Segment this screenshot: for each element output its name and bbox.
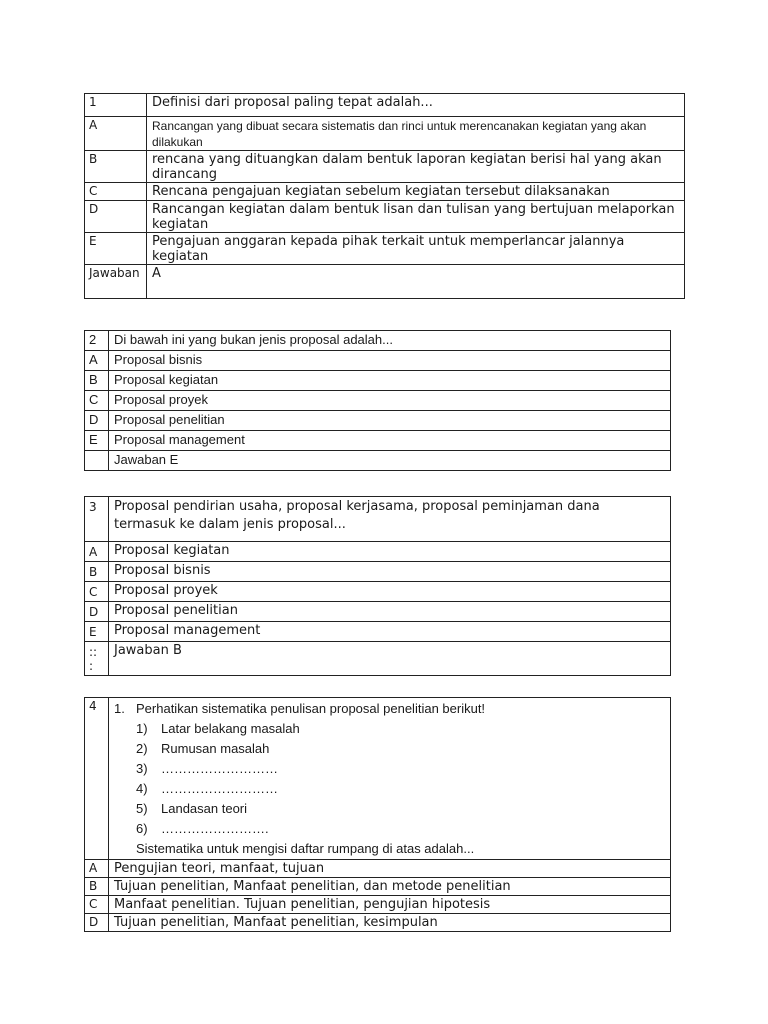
option-text: Proposal management: [109, 431, 671, 451]
question-intro-line: [114, 699, 665, 719]
list-item-text: ………………………: [161, 761, 278, 776]
answer-value: Jawaban B: [109, 642, 671, 676]
option-key: C: [85, 391, 109, 411]
option-key: B: [85, 562, 109, 582]
question-row: [85, 698, 671, 860]
option-key: D: [85, 602, 109, 622]
question-prompt: Sistematika untuk mengisi daftar rumpang di atas adalah...: [136, 841, 475, 856]
option-key: E: [85, 622, 109, 642]
option-text: Proposal proyek: [109, 391, 671, 411]
option-key: C: [85, 183, 147, 201]
option-key: A: [85, 860, 109, 878]
option-text: Tujuan penelitian, Manfaat penelitian, kesimpulan: [109, 914, 671, 932]
option-text: Rencana pengajuan kegiatan sebelum kegiatan tersebut dilaksanakan: [147, 183, 685, 201]
answer-row: [85, 265, 685, 299]
option-text: Proposal kegiatan: [109, 542, 671, 562]
option-text: Proposal bisnis: [109, 351, 671, 371]
option-row: [85, 622, 671, 642]
answer-key-marker: :: :: [85, 642, 109, 676]
option-text: Proposal management: [109, 622, 671, 642]
option-key: A: [85, 351, 109, 371]
question-body: [109, 698, 671, 860]
list-item-text: …………………….: [161, 821, 269, 836]
question-2-table: [84, 330, 671, 471]
option-text: Proposal bisnis: [109, 562, 671, 582]
option-text: Proposal penelitian: [109, 602, 671, 622]
list-item: [114, 719, 665, 739]
option-key: D: [85, 914, 109, 932]
option-key: A: [85, 117, 147, 151]
option-key: C: [85, 896, 109, 914]
option-row: [85, 431, 671, 451]
answer-row: [85, 451, 671, 471]
list-item: [114, 759, 665, 779]
list-item: [114, 819, 665, 839]
list-item-number: 2): [136, 741, 148, 756]
option-row: [85, 562, 671, 582]
answer-key-cell: [85, 451, 109, 471]
question-intro: Perhatikan sistematika penulisan proposal penelitian berikut!: [136, 701, 486, 716]
option-key: B: [85, 878, 109, 896]
option-key: A: [85, 542, 109, 562]
list-item-number: 4): [136, 781, 148, 796]
option-row: [85, 151, 685, 183]
option-row: [85, 582, 671, 602]
list-item-text: ………………………: [161, 781, 278, 796]
option-text: Manfaat penelitian. Tujuan penelitian, pengujian hipotesis: [109, 896, 671, 914]
list-item-number: 6): [136, 821, 148, 836]
answer-value: Jawaban E: [109, 451, 671, 471]
option-text: Pengujian teori, manfaat, tujuan: [109, 860, 671, 878]
question-number: 3: [85, 497, 109, 542]
question-number: 4: [85, 698, 109, 860]
option-row: [85, 391, 671, 411]
list-item: [114, 779, 665, 799]
question-row: [85, 94, 685, 117]
option-key: C: [85, 582, 109, 602]
option-key: E: [85, 233, 147, 265]
question-text: Di bawah ini yang bukan jenis proposal adalah...: [109, 331, 671, 351]
question-row: [85, 331, 671, 351]
option-text: rencana yang dituangkan dalam bentuk laporan kegiatan berisi hal yang akan dirancang: [147, 151, 685, 183]
option-text: Proposal proyek: [109, 582, 671, 602]
option-row: [85, 411, 671, 431]
option-key: D: [85, 411, 109, 431]
question-3-table: [84, 496, 671, 676]
option-row: [85, 371, 671, 391]
option-text: Rancangan kegiatan dalam bentuk lisan dan tulisan yang bertujuan melaporkan kegiatan: [147, 201, 685, 233]
option-key: B: [85, 151, 147, 183]
question-text: Definisi dari proposal paling tepat adalah...: [147, 94, 685, 117]
list-item-text: Landasan teori: [161, 801, 248, 816]
list-number: 1.: [114, 701, 125, 716]
option-key: D: [85, 201, 147, 233]
list-item-text: Rumusan masalah: [161, 741, 270, 756]
option-text: Proposal kegiatan: [109, 371, 671, 391]
option-text: Proposal penelitian: [109, 411, 671, 431]
question-text: Proposal pendirian usaha, proposal kerjasama, proposal peminjaman dana termasuk ke dalam jenis proposal...: [109, 497, 671, 542]
list-item-text: Latar belakang masalah: [161, 721, 300, 736]
option-row: [85, 117, 685, 151]
option-text: Pengajuan anggaran kepada pihak terkait untuk memperlancar jalannya kegiatan: [147, 233, 685, 265]
option-row: [85, 602, 671, 622]
option-key: B: [85, 371, 109, 391]
option-row: [85, 233, 685, 265]
list-item: [114, 739, 665, 759]
option-text: Rancangan yang dibuat secara sistematis dan rinci untuk merencanakan kegiatan yang akan dilakukan: [147, 117, 685, 151]
question-number: 2: [85, 331, 109, 351]
answer-label: Jawaban: [85, 265, 147, 299]
option-row: [85, 896, 671, 914]
option-row: [85, 351, 671, 371]
list-item-number: 5): [136, 801, 148, 816]
answer-row: [85, 642, 671, 676]
option-row: [85, 201, 685, 233]
list-item-number: 1): [136, 721, 148, 736]
list-item: [114, 799, 665, 819]
option-row: [85, 878, 671, 896]
option-row: [85, 542, 671, 562]
answer-value: A: [147, 265, 685, 299]
question-row: [85, 497, 671, 542]
question-1-table: [84, 93, 685, 299]
question-4-table: [84, 697, 671, 932]
list-item-number: 3): [136, 761, 148, 776]
option-text: Tujuan penelitian, Manfaat penelitian, dan metode penelitian: [109, 878, 671, 896]
option-row: [85, 183, 685, 201]
question-number: 1: [85, 94, 147, 117]
option-row: [85, 860, 671, 878]
option-key: E: [85, 431, 109, 451]
option-row: [85, 914, 671, 932]
